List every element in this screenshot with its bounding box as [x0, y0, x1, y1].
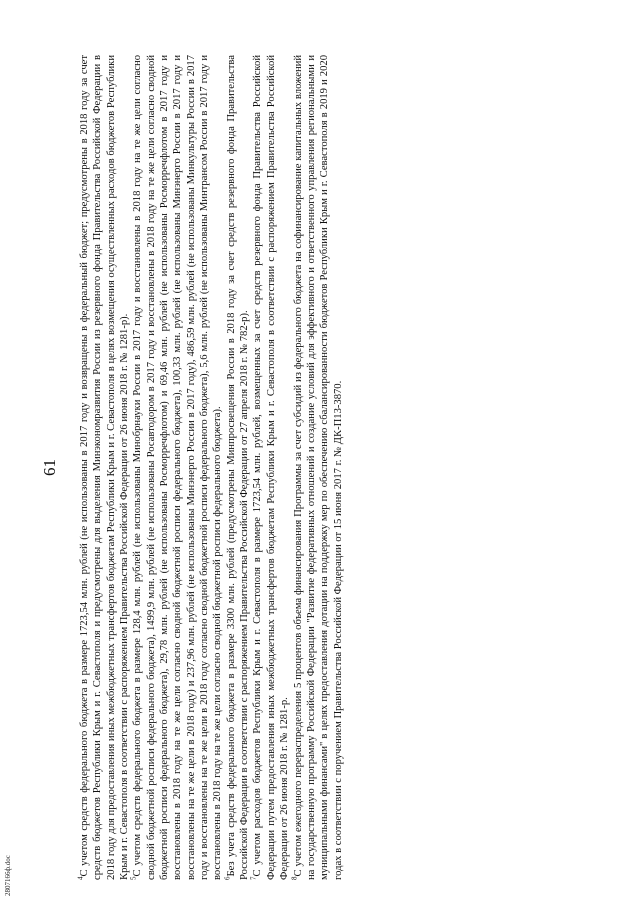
- footnote-4: [78, 55, 131, 880]
- footnote-text: С учетом средств федерального бюджета в размере 128,4 млн. рублей (не использованы Минобрнауки России в 2017 году и восстановлены в 2018 году на те же цели согласно сводной бюджетной росписи федерального бюджета), 1499,9 млн. рублей (не использованы Росавтодором в 2017 году и восстановлены в 2018 году на те же цели согласно сводной бюджетной росписи федерального бюджета), 29,78 млн. рублей (не использованы Росморречфлотом) и 69,46 млн. рублей (не использованы Росморречфлотом в 2017 году и восстановлены в 2018 году на те же цели согласно сводной бюджетной росписи федерального бюджета), 100,33 млн. рублей (не использованы Минэнерго России в 2017 году и восстановлены на те же цели в 2018 году) и 237,96 млн. рублей (не использованы Минэнерго России в 2017 году), 486,59 млн. рублей (не использованы Минкультуры России в 2017 году и восстановлены на те же цели в 2018 году согласно сводной бюджетной росписи федерального бюджета), 5,6 млн. рублей (не использованы Минтрансом России в 2017 году и восстановлены в 2018 году на те же цели согласно сводной бюджетной росписи федерального бюджета).: [132, 55, 224, 880]
- rotated-content: [40, 55, 600, 880]
- footnotes-block: [78, 55, 345, 880]
- footnote-mark: 6: [223, 876, 232, 880]
- footnote-mark: 5: [129, 876, 138, 880]
- footnote-6: [225, 55, 252, 880]
- footnote-mark: 8: [289, 876, 298, 880]
- footnote-mark: 4: [76, 876, 85, 880]
- document-file-code: 2807166ф.doc: [4, 855, 12, 896]
- footnote-text: С учетом ежегодного перераспределения 5 процентов объема финансирования Программы за счет субсидий из федерального бюджета на софинансирование капитальных вложений на государственную программу Российской Федерации "Развитие федеративных отношений и создание условий для эффективного и ответственного управления региональными и муниципальными финансами" в целях предоставления дотации на поддержку мер по обеспечению сбалансированности бюджетов Республики Крым и г. Севастополя в 2019 и 2020 годах в соответствии с поручением Правительства Российской Федерации от 15 июня 2017 г. № ДК-П13-3870.: [292, 55, 344, 880]
- footnote-text: С учетом расходов бюджетов Республики Крым и г. Севастополя в размере 1723,54 млн. рублей, возмещенных за счет средств резервного фонда Правительства Российской Федерации путем предоставления иных межбюджетных трансфертов бюджетам Республики Крым и г. Севастополя в соответствии с распоряжением Правительства Российской Федерации от 26 июня 2018 г. № 1281-р.: [252, 55, 291, 880]
- footnote-text: С учетом средств федерального бюджета в размере 1723,54 млн. рублей (не использованы в 2017 году и возвращены в федеральный бюджет; предусмотрены в 2018 году за счет средств бюджетов Республики Крым и г. Севастополя и предусмотрены для выделения Минэкономразвития России из резервного фонда Правительства Российской Федерации в 2018 году для предоставления иных межбюджетных трансфертов бюджетам Республики Крым и г. Севастополя в целях возмещения осуществленных расходов бюджетов Республики Крым и г. Севастополя в соответствии с распоряжением Правительства Российской Федерации от 26 июня 2018 г. № 1281-р).: [79, 55, 131, 880]
- footnote-7: [251, 55, 291, 880]
- footnote-5: [131, 55, 224, 880]
- page-number: 61: [40, 459, 59, 476]
- footnote-8: [289, 55, 345, 880]
- footnote-text: Без учета средств федерального бюджета в размере 3300 млн. рублей (предусмотрены Минпросвещения России в 2018 году за счет средств резервного фонда Правительства Российской Федерации в соответствии с распоряжением Правительства Российской Федерации от 27 апреля 2018 г. № 782-р).: [225, 55, 251, 880]
- footnote-mark: 7: [249, 876, 258, 880]
